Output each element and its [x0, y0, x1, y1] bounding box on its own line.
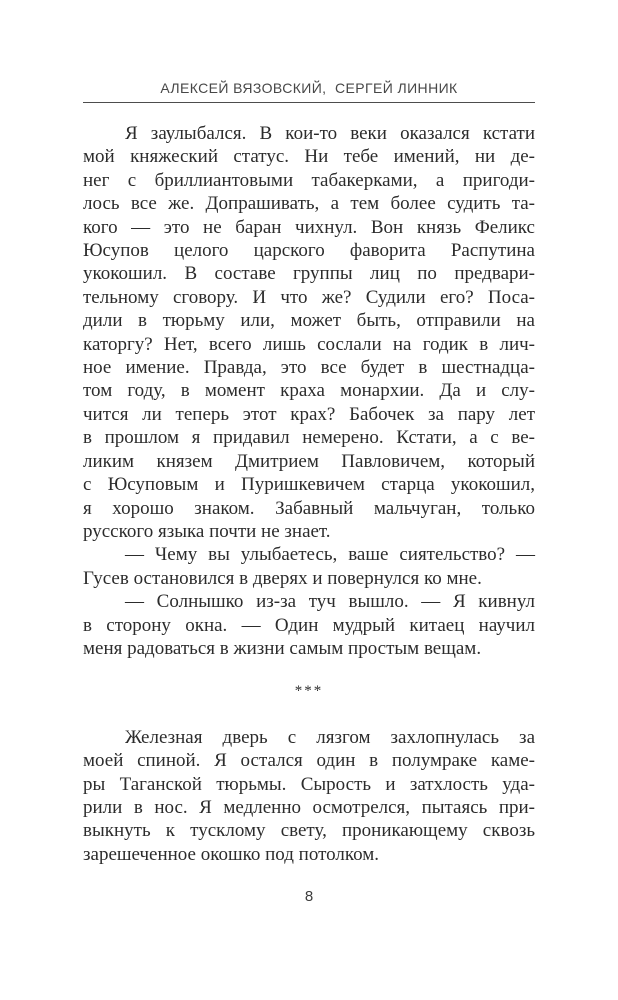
text-line: рили в нос. Я медленно осмотрелся, пытаясь при-	[83, 796, 535, 818]
text-line: с Юсуповым и Пуришкевичем старца укокошил,	[83, 474, 535, 496]
paragraph	[83, 590, 535, 660]
text-line: меня радоваться в жизни самым простым вещам.	[83, 637, 482, 659]
page-number: 8	[304, 888, 314, 906]
text-line: ликим князем Дмитрием Павловичем, который	[83, 450, 535, 472]
text-line: кого — это не баран чихнул. Вон князь Феликс	[83, 216, 535, 238]
paragraph	[83, 726, 535, 866]
text-line: ное имение. Правда, это все будет в шестнадца-	[83, 357, 535, 379]
text-line: моей спиной. Я остался один в полумраке каме-	[83, 750, 535, 772]
text-line: ры Таганской тюрьмы. Сырость и затхлость уда-	[83, 773, 535, 795]
text-line: мой княжеский статус. Ни тебе имений, ни де-	[83, 146, 535, 168]
section-separator: ***	[294, 683, 324, 700]
text-line: каторгу? Нет, всего лишь сослали на годик в лич-	[83, 333, 535, 355]
text-line: Я заулыбался. В кои-то веки оказался кстати	[125, 123, 535, 144]
text-line: в сторону окна. — Один мудрый китаец научил	[83, 614, 535, 636]
text-line: том году, в момент краха монархии. Да и слу-	[83, 380, 535, 402]
text-line: Железная дверь с лязгом захлопнулась за	[125, 726, 535, 748]
text-line: чится ли теперь этот крах? Бабочек за пару лет	[83, 403, 535, 425]
paragraph	[83, 122, 535, 543]
text-line: в прошлом я придавил немерено. Кстати, а с ве-	[83, 427, 535, 449]
text-line: выкнуть к тусклому свету, проникающему сквозь	[83, 820, 535, 842]
text-line: укокошил. В составе группы лиц по предвари-	[83, 263, 535, 285]
text-line: я хорошо знаком. Забавный мальчуган, только	[83, 497, 535, 519]
text-line: Гусев остановился в дверях и повернулся ко мне.	[83, 567, 482, 589]
running-head-authors: АЛЕКСЕЙ ВЯЗОВСКИЙ, СЕРГЕЙ ЛИННИК	[83, 78, 535, 103]
text-line: русского языка почти не знает.	[83, 520, 331, 542]
paragraph	[83, 543, 535, 590]
text-line: нег с бриллиантовыми табакерками, а пригоди-	[83, 169, 535, 191]
text-line: дили в тюрьму или, может быть, отправили на	[83, 310, 535, 332]
text-line: тельному сговору. И что же? Судили его? Поса-	[83, 286, 535, 308]
text-line: лось все же. Допрашивать, а тем более судить та-	[83, 193, 535, 215]
text-line: — Солнышко из-за туч вышло. — Я кивнул	[125, 591, 535, 613]
text-line: зарешеченное окошко под потолком.	[83, 843, 380, 865]
page-text	[83, 122, 535, 866]
text-line: — Чему вы улыбаетесь, ваше сиятельство? —	[125, 544, 535, 566]
text-line: Юсупов целого царского фаворита Распутина	[83, 240, 535, 262]
